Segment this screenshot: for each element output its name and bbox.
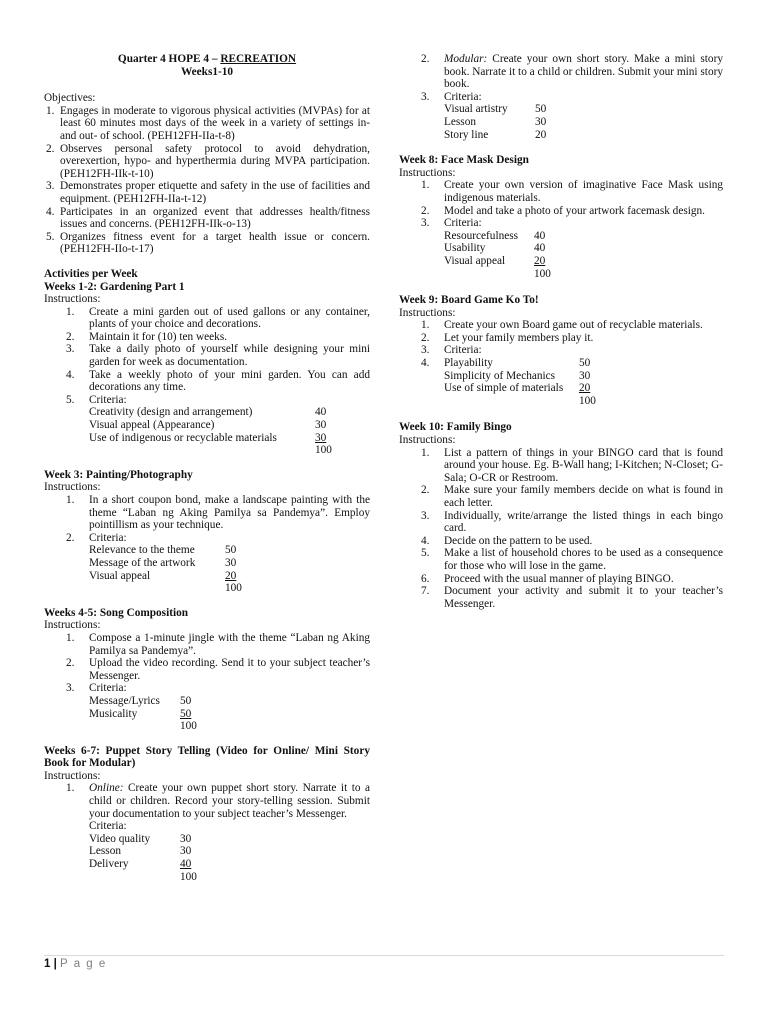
instructions-label: Instructions: [44, 481, 101, 494]
modular-label: Modular: [444, 53, 488, 65]
list-item: 7. Document your activity and submit it to your teacher’s Messenger. [421, 585, 723, 610]
criteria-row: Visual appeal 20 [444, 254, 546, 267]
week-3-instructions [44, 494, 370, 544]
list-item: 2. Upload the video recording. Send it to your subject teacher’s Messenger. [66, 657, 370, 682]
list-item: 2. Let your family members play it. [421, 331, 594, 344]
list-item: 4. Participates in an organized event that addresses health/fitness issues and concerns. (PEH12FH-IIk-o-13) [46, 205, 370, 231]
footer-separator: | [53, 958, 57, 970]
list-item: 1. Compose a 1-minute jingle with the theme “Laban ng Aking Pamilya sa Pandemya”. [66, 631, 370, 657]
list-item: 1. List a pattern of things in your BINGO card that is found around your house. Eg. B-Wall hang; I-Kitchen; N-Closet; G-Sala; O-CR or Restroom. [421, 446, 723, 484]
criteria-row: Story line 20 [444, 128, 547, 141]
list-item: 3. Criteria: [66, 682, 127, 695]
list-item: 2. Observes personal safety protocol to avoid dehydration, overexertion, hypo- and hyperthermia during MVPA participation. (PEH12FH-IIk-t-10) [46, 142, 370, 180]
list-item: 5. Criteria: [66, 393, 127, 406]
section-heading-week-10: Week 10: Family Bingo [399, 421, 512, 434]
instructions-label: Instructions: [44, 619, 101, 632]
objectives-heading: Objectives: [44, 92, 96, 105]
list-item: 1. Engages in moderate to vigorous physical activities (MVPAs) for at least 60 minutes most days of the week in a variety of settings in- and out- of school. (PEH12FH-IIa-t-8) [46, 104, 370, 142]
list-item: 1. In a short coupon bond, make a landscape painting with the theme “Laban ng Aking Pamilya sa Pandemya”. Employ pointillism as your technique. [66, 494, 370, 532]
criteria-row: Use of simple of materials 20 [444, 382, 591, 395]
week-9-criteria [444, 370, 723, 408]
instructions-label: Instructions: [44, 293, 101, 306]
week-8-instructions [399, 179, 723, 229]
title-underlined: RECREATION [220, 53, 297, 65]
criteria-total: 100 [579, 394, 596, 407]
list-item: 2. Maintain it for (10) ten weeks. [66, 330, 228, 343]
weeks-1-2-instructions [44, 306, 370, 407]
criteria-row: Usability 40 [444, 242, 546, 255]
section-heading-week-9: Week 9: Board Game Ko To! [399, 294, 539, 307]
criteria-row: Message of the artwork 30 [89, 556, 237, 569]
section-heading-week-8: Week 8: Face Mask Design [399, 154, 529, 167]
weeks-6-7-online-criteria [89, 820, 370, 883]
weeks-6-7-modular-instruction [399, 53, 723, 103]
criteria-row: Use of indigenous or recyclable materials 30 [89, 431, 327, 444]
list-item: 1. Create your own Board game out of recyclable materials. [421, 319, 703, 332]
activities-heading: Activities per Week [44, 267, 138, 280]
criteria-total: 100 [225, 582, 242, 595]
list-item: 5. Make a list of household chores to be used as a consequence for those who will lose in the game. [421, 547, 723, 572]
week-3-criteria [89, 544, 370, 594]
right-column [399, 53, 723, 610]
criteria-row: Visual artistry 50 [444, 103, 547, 116]
objectives-list [44, 105, 370, 256]
section-heading-weeks-1-2: Weeks 1-2: Gardening Part 1 [44, 280, 185, 293]
week-9-instructions [399, 319, 723, 369]
criteria-row: Resourcefulness 40 [444, 229, 546, 242]
page-word: P a g e [60, 958, 107, 970]
week-8-criteria [444, 230, 723, 280]
instructions-label: Instructions: [399, 306, 456, 319]
list-item: 3. Demonstrates proper etiquette and safety in the use of facilities and equipment. (PEH12FH-IIa-t-12) [46, 180, 370, 205]
criteria-total: 100 [180, 720, 197, 733]
section-heading-weeks-6-7: Weeks 6-7: Puppet Story Telling (Video for Online/ Mini Story Book for Modular) [44, 744, 370, 770]
weeks-6-7-modular-criteria [444, 103, 723, 141]
criteria-total: 100 [180, 870, 197, 883]
page-number: 1 [44, 958, 51, 970]
list-item: 1. Online: Create your own puppet short story. Narrate it to a child or children. Record your story-telling session. Submit your documentation to your subject teacher’s Messenger. [66, 782, 370, 820]
criteria-total: 100 [315, 444, 332, 457]
document-title: Quarter 4 HOPE 4 – RECREATION [117, 53, 297, 65]
list-item: 4. Take a weekly photo of your mini garden. You can add decorations any time. [66, 368, 370, 394]
list-item: 3. Individually, write/arrange the listed things in each bingo card. [421, 509, 723, 535]
weeks-4-5-instructions [44, 632, 370, 695]
list-item: 1. Create a mini garden out of used gallons or any container, plants of your choice and decorations. [66, 305, 370, 331]
weeks-4-5-criteria [89, 695, 370, 733]
list-item: 1. Create your own version of imaginative Face Mask using indigenous materials. [421, 179, 723, 204]
criteria-row: Simplicity of Mechanics 30 [444, 369, 591, 382]
list-item: 3. Criteria: [421, 217, 482, 230]
weeks-1-2-criteria [89, 406, 370, 456]
criteria-row: Musicality 50 [89, 707, 192, 720]
list-item: 2. Make sure your family members decide on what is found in each letter. [421, 484, 723, 509]
criteria-row: Lesson 30 [89, 845, 192, 858]
instructions-label: Instructions: [399, 434, 456, 447]
criteria-row: 4. Playability 50 [421, 357, 591, 370]
weeks-6-7-online-instruction [44, 782, 370, 820]
criteria-row: Message/Lyrics 50 [89, 694, 192, 707]
week-10-instructions [399, 447, 723, 611]
list-item: 6. Proceed with the usual manner of playing BINGO. [421, 572, 674, 585]
page-footer [44, 955, 724, 971]
list-item: 3. Criteria: [421, 90, 482, 103]
list-item: 2. Modular: Create your own short story. Make a mini story book. Narrate it to a child or children. Submit your mini story book. [421, 53, 723, 91]
list-item: 2. Model and take a photo of your artwork facemask design. [421, 204, 706, 217]
criteria-row: Visual appeal 20 [89, 569, 237, 582]
criteria-row: Lesson 30 [444, 115, 547, 128]
criteria-total: 100 [534, 267, 551, 280]
criteria-row: Delivery 40 [89, 858, 192, 871]
criteria-label: Criteria: [89, 820, 127, 833]
instructions-label: Instructions: [399, 166, 456, 179]
instructions-label: Instructions: [44, 769, 101, 782]
list-item: 2. Criteria: [66, 531, 127, 544]
list-item: 3. Criteria: [421, 344, 482, 357]
online-label: Online: [89, 782, 124, 795]
list-item: 3. Take a daily photo of yourself while designing your mini garden for week as documentation. [66, 343, 370, 369]
list-item: 5. Organizes fitness event for a target health issue or concern. (PEH12FH-IIo-t-17) [46, 230, 370, 256]
document-subtitle: Weeks1-10 [180, 65, 234, 78]
list-item: 4. Decide on the pattern to be used. [421, 534, 593, 547]
criteria-row: Creativity (design and arrangement) 40 [89, 406, 327, 419]
section-heading-week-3: Week 3: Painting/Photography [44, 468, 193, 481]
criteria-row: Relevance to the theme 50 [89, 544, 237, 557]
left-column [44, 53, 370, 883]
criteria-row: Video quality 30 [89, 832, 192, 845]
section-heading-weeks-4-5: Weeks 4-5: Song Composition [44, 606, 189, 619]
criteria-row: Visual appeal (Appearance) 30 [89, 419, 327, 432]
